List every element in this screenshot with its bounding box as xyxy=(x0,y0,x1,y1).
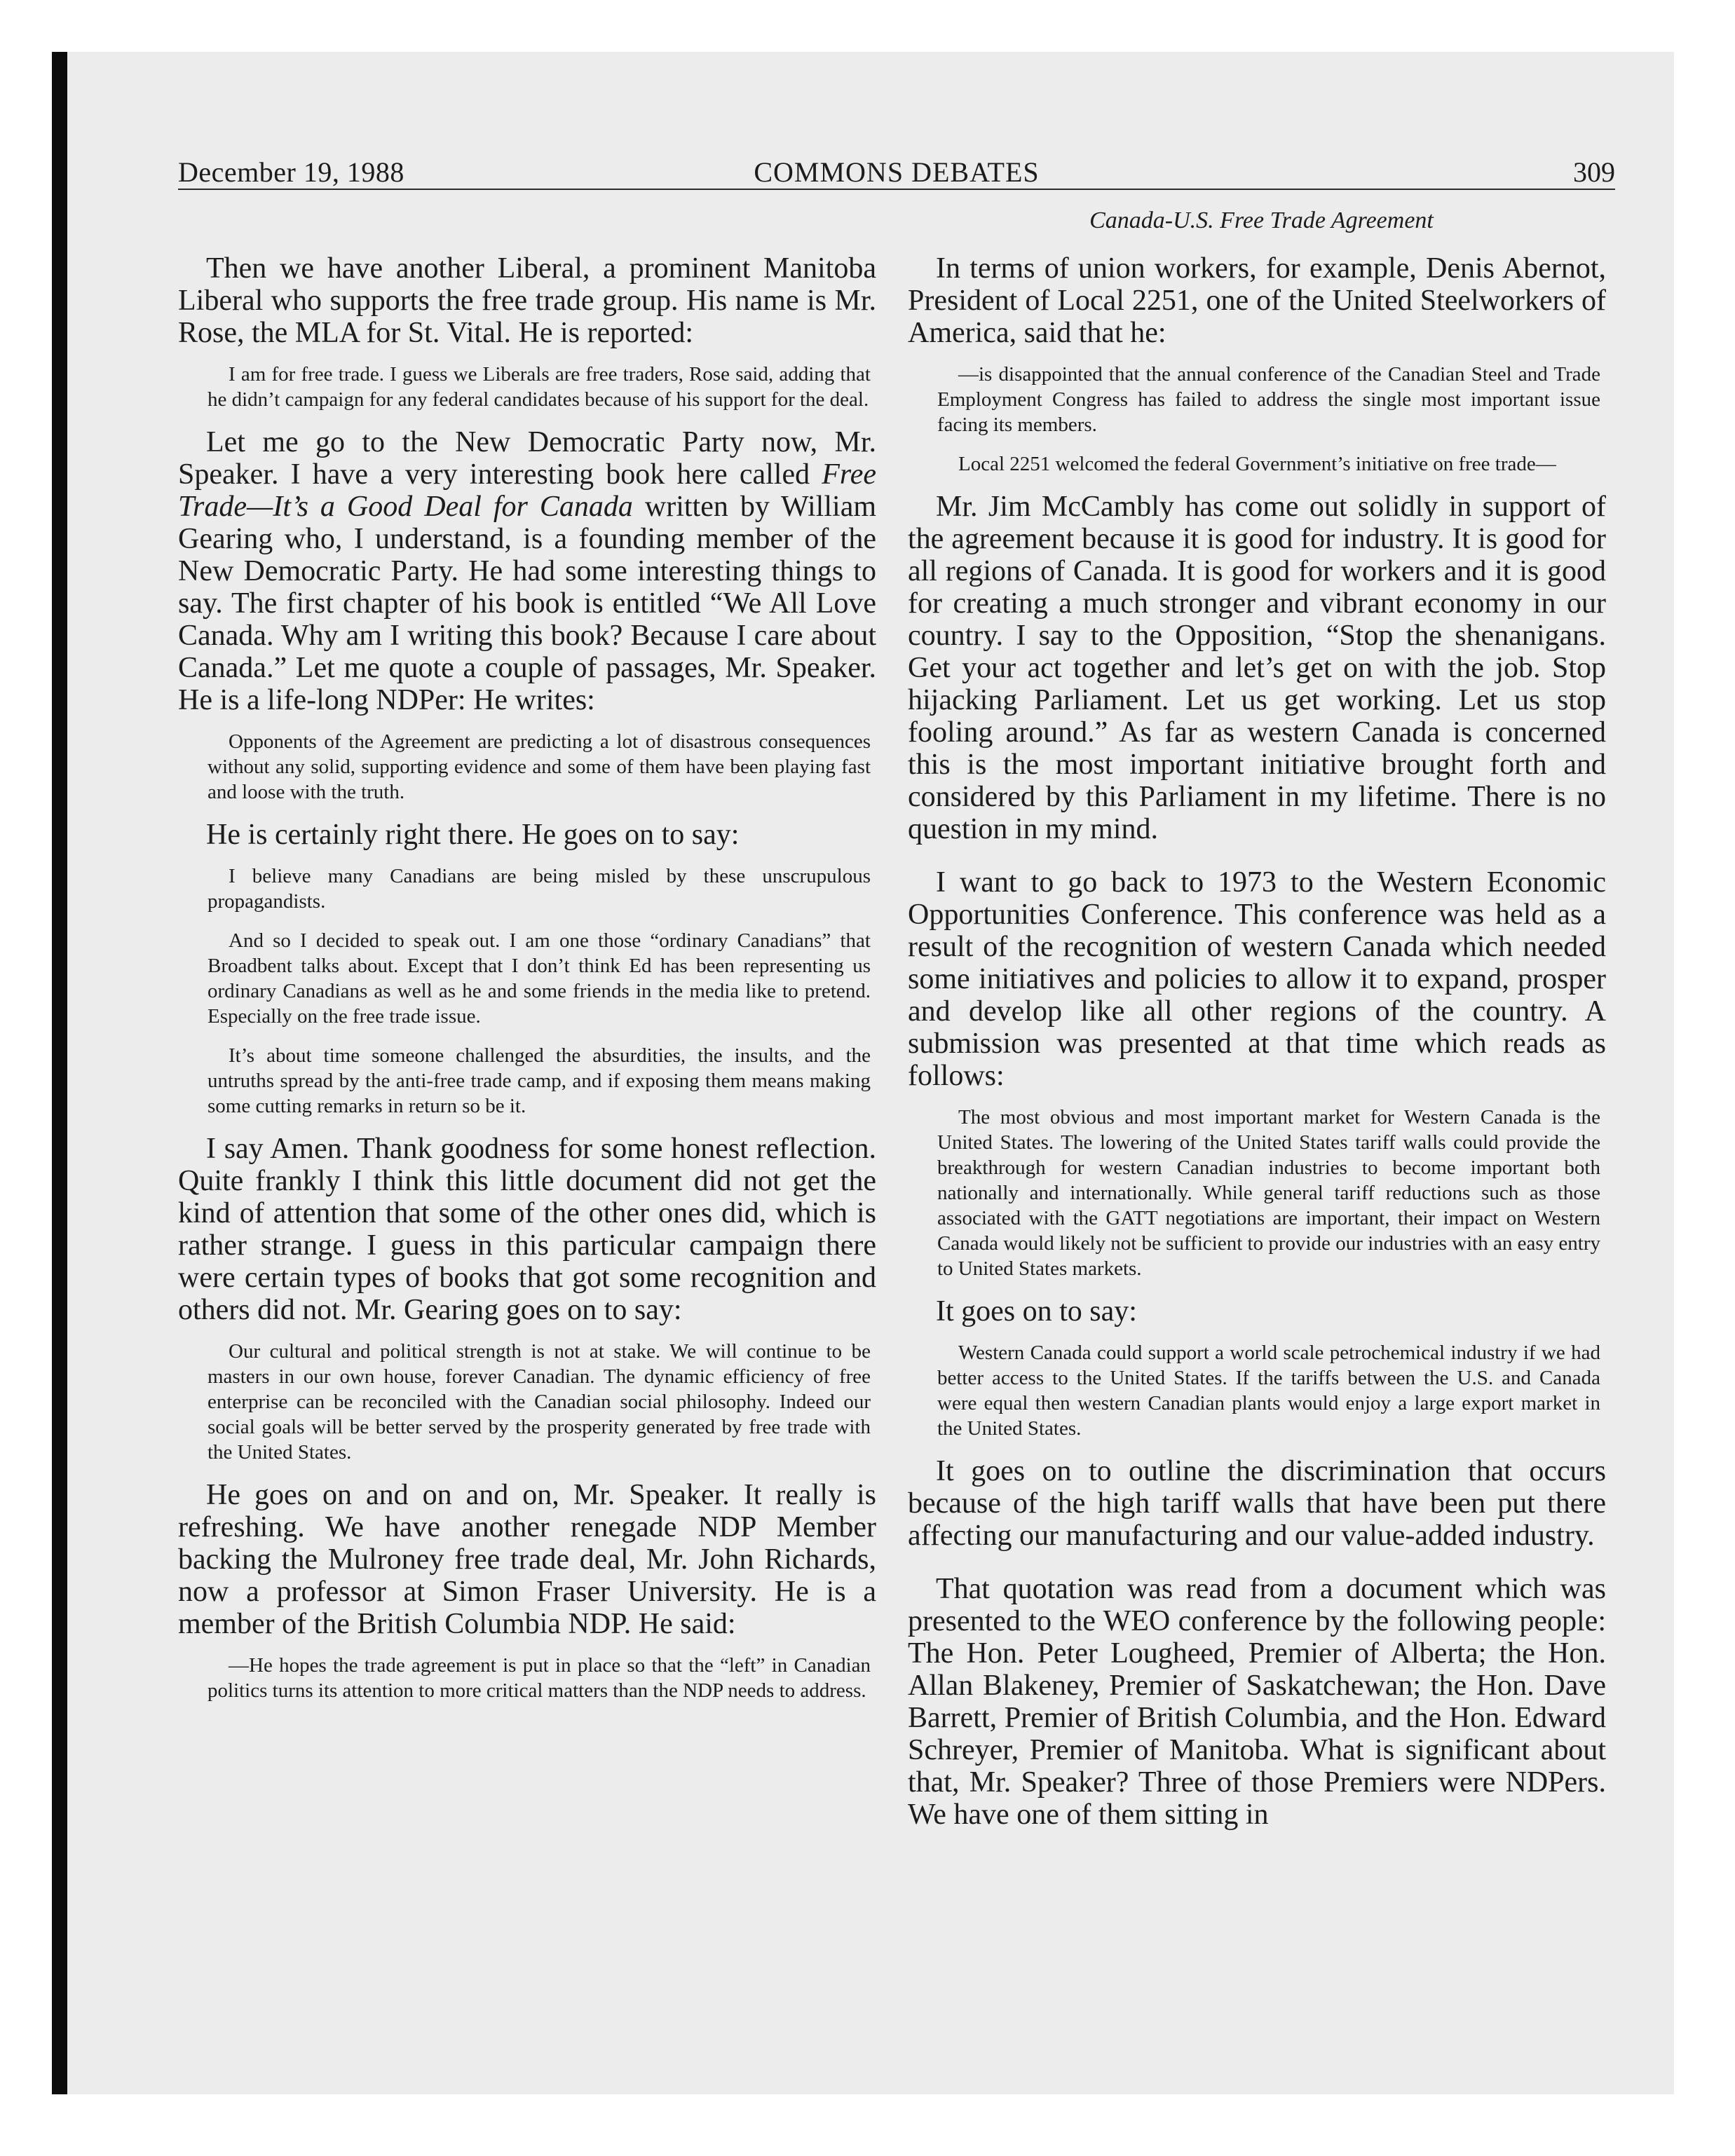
block-quote: The most obvious and most important market for Western Canada is the United States. The lowering of the United States tariff walls could provide the breakthrough for western Canadian industries to become important both nationally and internationally. While general tariff reductions such as those associated with the GATT negotiations are important, their impact on Western Canada would likely not be sufficient to provide our industries with an easy entry to United States markets. xyxy=(937,1106,1600,1280)
paragraph: It goes on to say: xyxy=(936,1295,1137,1328)
block-quote: —is disappointed that the annual conference of the Canadian Steel and Trade Employment Congress has failed to address the single most important issue facing its members. xyxy=(937,363,1600,436)
paragraph: He is certainly right there. He goes on to say: xyxy=(206,819,740,851)
paragraph-text: Let me go to the New Democratic Party now, Mr. Speaker. I have a very interesting book here called xyxy=(178,426,876,491)
header-title: COMMONS DEBATES xyxy=(754,156,1040,188)
paragraph: Then we have another Liberal, a prominent Manitoba Liberal who supports the free trade group. His name is Mr. Rose, the MLA for St. Vital. He is reported: xyxy=(178,252,876,349)
block-quote: I am for free trade. I guess we Liberals are free traders, Rose said, adding that he didn’t campaign for any federal candidates because of his support for the deal. xyxy=(207,363,871,411)
paragraph: Mr. Jim McCambly has come out solidly in support of the agreement because it is good for industry. It is good for all regions of Canada. It is good for workers and it is good for creating a much stronger and vibrant economy in our country. I say to the Opposition, “Stop the shenanigans. Get your act together and let’s get on with the job. Stop hijacking Parliament. Let us get working. Let us stop fooling around.” As far as western Canada is concerned this is the most important initiative brought forth and considered by this Parliament in my lifetime. There is no question in my mind. xyxy=(908,491,1606,845)
block-quote: I believe many Canadians are being misled by these unscrupulous propagandists. xyxy=(207,865,871,913)
block-quote: And so I decided to speak out. I am one those “ordinary Canadians” that Broadbent talks about. Except that I don’t think Ed has been representing us ordinary Canadians as well as he and some friends in the media like to pretend. Especially on the free trade issue. xyxy=(207,929,871,1028)
paragraph: I want to go back to 1973 to the Western Economic Opportunities Conference. This conference was held as a result of the recognition of western Canada which needed some initiatives and policies to allow it to expand, prosper and develop like all other regions of the country. A submission was presented at that time which reads as follows: xyxy=(908,866,1606,1092)
left-column xyxy=(178,252,876,1717)
running-head: Canada-U.S. Free Trade Agreement xyxy=(1089,207,1434,233)
block-quote: Western Canada could support a world scale petrochemical industry if we had better access to the United States. If the tariffs between the U.S. and Canada were equal then western Canadian plants would enjoy a large export market in the United States. xyxy=(937,1342,1600,1440)
block-quote: —He hopes the trade agreement is put in place so that the “left” in Canadian politics turns its attention to more critical matters than the NDP needs to address. xyxy=(207,1654,871,1702)
page-number: 309 xyxy=(1573,156,1615,188)
paragraph: He goes on and on and on, Mr. Speaker. It really is refreshing. We have another renegade NDP Member backing the Mulroney free trade deal, Mr. John Richards, now a professor at Simon Fraser University. He is a member of the British Columbia NDP. He said: xyxy=(178,1479,876,1640)
paragraph: That quotation was read from a document which was presented to the WEO conference by the following people: The Hon. Peter Lougheed, Premier of Alberta; the Hon. Allan Blakeney, Premier of Saskatchewan; the Hon. Dave Barrett, Premier of British Columbia, and the Hon. Edward Schreyer, Premier of Manitoba. What is significant about that, Mr. Speaker? Three of those Premiers were NDPers. We have one of them sitting in xyxy=(908,1573,1606,1831)
paragraph: It goes on to outline the discrimination that occurs because of the high tariff walls that have been put there affecting our manufacturing and our value-added industry. xyxy=(908,1455,1606,1552)
block-quote: Opponents of the Agreement are predicting a lot of disastrous consequences without any solid, supporting evidence and some of them have been playing fast and loose with the truth. xyxy=(207,730,871,803)
paragraph xyxy=(178,426,876,716)
page-header xyxy=(178,156,1615,191)
block-quote: Our cultural and political strength is not at stake. We will continue to be masters in our own house, forever Canadian. The dynamic efficiency of free enterprise can be reconciled with the Canadian social philosophy. Indeed our social goals will be better served by the prosperity generated by free trade with the United States. xyxy=(207,1340,871,1464)
block-quote: Local 2251 welcomed the federal Government’s initiative on free trade— xyxy=(958,453,1556,475)
book-title: Free Trade—It’s a Good Deal for Canada xyxy=(178,458,876,523)
paragraph: In terms of union workers, for example, Denis Abernot, President of Local 2251, one of the United Steelworkers of America, said that he: xyxy=(908,252,1606,349)
paragraph-text: written by William Gearing who, I understand, is a founding member of the New Democratic Party. He had some interesting things to say. The first chapter of his book is entitled “We All Love Canada. Why am I writing this book? Because I care about Canada.” Let me quote a couple of passages, Mr. Speaker. He is a life-long NDPer: He writes: xyxy=(178,491,877,716)
block-quote: It’s about time someone challenged the absurdities, the insults, and the untruths spread by the anti-free trade camp, and if exposing them means making some cutting remarks in return so be it. xyxy=(207,1044,871,1117)
right-column xyxy=(908,252,1606,1852)
paragraph: I say Amen. Thank goodness for some honest reflection. Quite frankly I think this little document did not get the kind of attention that some of the other ones did, which is rather strange. I guess in this particular campaign there were certain types of books that got some recognition and others did not. Mr. Gearing goes on to say: xyxy=(178,1133,876,1326)
header-date: December 19, 1988 xyxy=(178,156,404,188)
binding-edge xyxy=(52,52,67,2094)
header-rule xyxy=(178,189,1615,190)
